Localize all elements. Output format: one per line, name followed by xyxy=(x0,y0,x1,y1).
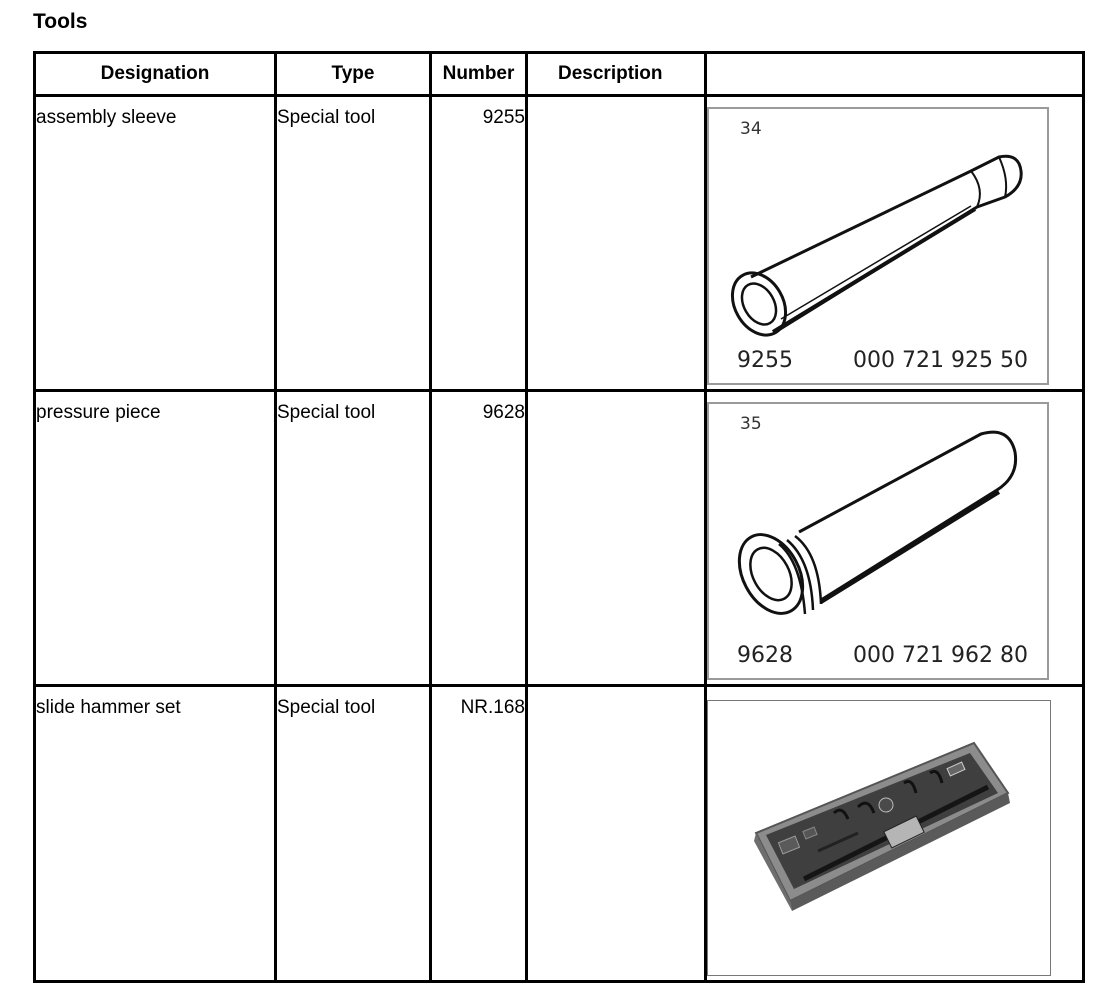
tool-number-label: 9628 xyxy=(737,643,793,668)
designation-cell: slide hammer set xyxy=(35,686,276,982)
header-description: Description xyxy=(527,53,706,96)
number-cell: NR.168 xyxy=(431,686,527,982)
part-number-label: 000 721 962 80 xyxy=(853,643,1028,668)
part-number-label: 000 721 925 50 xyxy=(853,348,1028,373)
designation-cell: pressure piece xyxy=(35,391,276,686)
image-cell xyxy=(706,686,1084,982)
tool-number-label: 9255 xyxy=(737,348,793,373)
table-row xyxy=(35,391,1084,686)
figure-number: 34 xyxy=(740,119,762,139)
assembly-sleeve-drawing-icon xyxy=(709,109,1051,387)
type-cell: Special tool xyxy=(276,96,431,391)
pressure-piece-drawing-icon xyxy=(709,404,1051,682)
figure-number: 35 xyxy=(740,414,762,434)
description-cell xyxy=(527,686,706,982)
assembly-sleeve-illustration xyxy=(707,107,1049,385)
designation-cell: assembly sleeve xyxy=(35,96,276,391)
slide-hammer-set-photo-icon xyxy=(708,701,1052,977)
pressure-piece-illustration xyxy=(707,402,1049,680)
header-type: Type xyxy=(276,53,431,96)
table-row xyxy=(35,96,1084,391)
table-header-row xyxy=(35,53,1084,96)
image-cell xyxy=(706,391,1084,686)
table-row xyxy=(35,686,1084,982)
header-image xyxy=(706,53,1084,96)
header-number: Number xyxy=(431,53,527,96)
type-cell: Special tool xyxy=(276,391,431,686)
type-cell: Special tool xyxy=(276,686,431,982)
header-designation: Designation xyxy=(35,53,276,96)
number-cell: 9255 xyxy=(431,96,527,391)
image-cell xyxy=(706,96,1084,391)
page-title: Tools xyxy=(33,10,88,33)
description-cell xyxy=(527,391,706,686)
tools-table xyxy=(33,51,1085,983)
number-cell: 9628 xyxy=(431,391,527,686)
description-cell xyxy=(527,96,706,391)
slide-hammer-set-photo xyxy=(707,700,1051,976)
